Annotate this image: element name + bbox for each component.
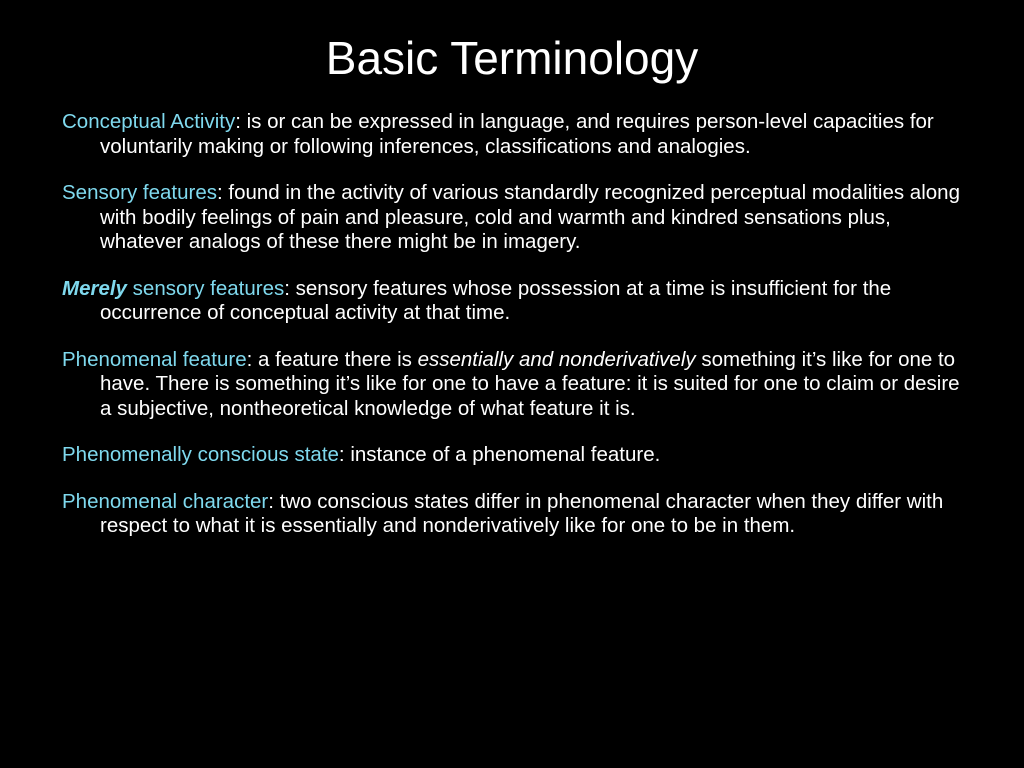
term-definition: : instance of a phenomenal feature. — [338, 443, 661, 466]
term-definition: : found in the activity of various standardly recognized perceptual modalities along with bodily feelings of pain and pleasure, cold and warmth and kindred sensations plus, whatever analogs of these there might be in imagery. — [100, 181, 960, 253]
term-merely-sensory-features — [62, 277, 962, 326]
term-name: Conceptual Activity — [62, 110, 236, 133]
term-definition-after: something it’s like for one to have. There is something it’s like for one to have a feature: it is suited for one to claim or desire a subjective, nontheoretical knowledge of what feature it is. — [100, 347, 960, 420]
term-name: Phenomenal feature — [62, 347, 247, 371]
term-prefix: Merely — [62, 276, 127, 300]
term-definition: : is or can be expressed in language, and requires person-level capacities for voluntarily making or following inferences, classifications and analogies. — [100, 110, 934, 158]
term-phenomenal-feature — [62, 348, 962, 422]
terminology-list — [62, 110, 962, 551]
slide-title: Basic Terminology — [325, 32, 699, 84]
term-conceptual-activity — [62, 110, 962, 159]
term-definition: : sensory features whose possession at a time is insufficient for the occurrence of conceptual activity at that time. — [100, 276, 892, 324]
term-name: Phenomenally conscious state — [62, 443, 339, 466]
term-definition: : two conscious states differ in phenomenal character when they differ with respect to what it is essentially and nonderivatively like for one to be in them. — [100, 489, 944, 537]
term-sensory-features — [62, 181, 962, 255]
term-phenomenally-conscious-state — [62, 443, 962, 468]
term-definition-emphasis: essentially and nonderivatively — [417, 347, 696, 371]
term-name: Sensory features — [62, 181, 217, 204]
term-phenomenal-character — [62, 490, 962, 539]
term-name: Phenomenal character — [62, 489, 269, 513]
term-name: sensory features — [132, 276, 285, 300]
term-definition-before: : a feature there is — [246, 347, 418, 371]
